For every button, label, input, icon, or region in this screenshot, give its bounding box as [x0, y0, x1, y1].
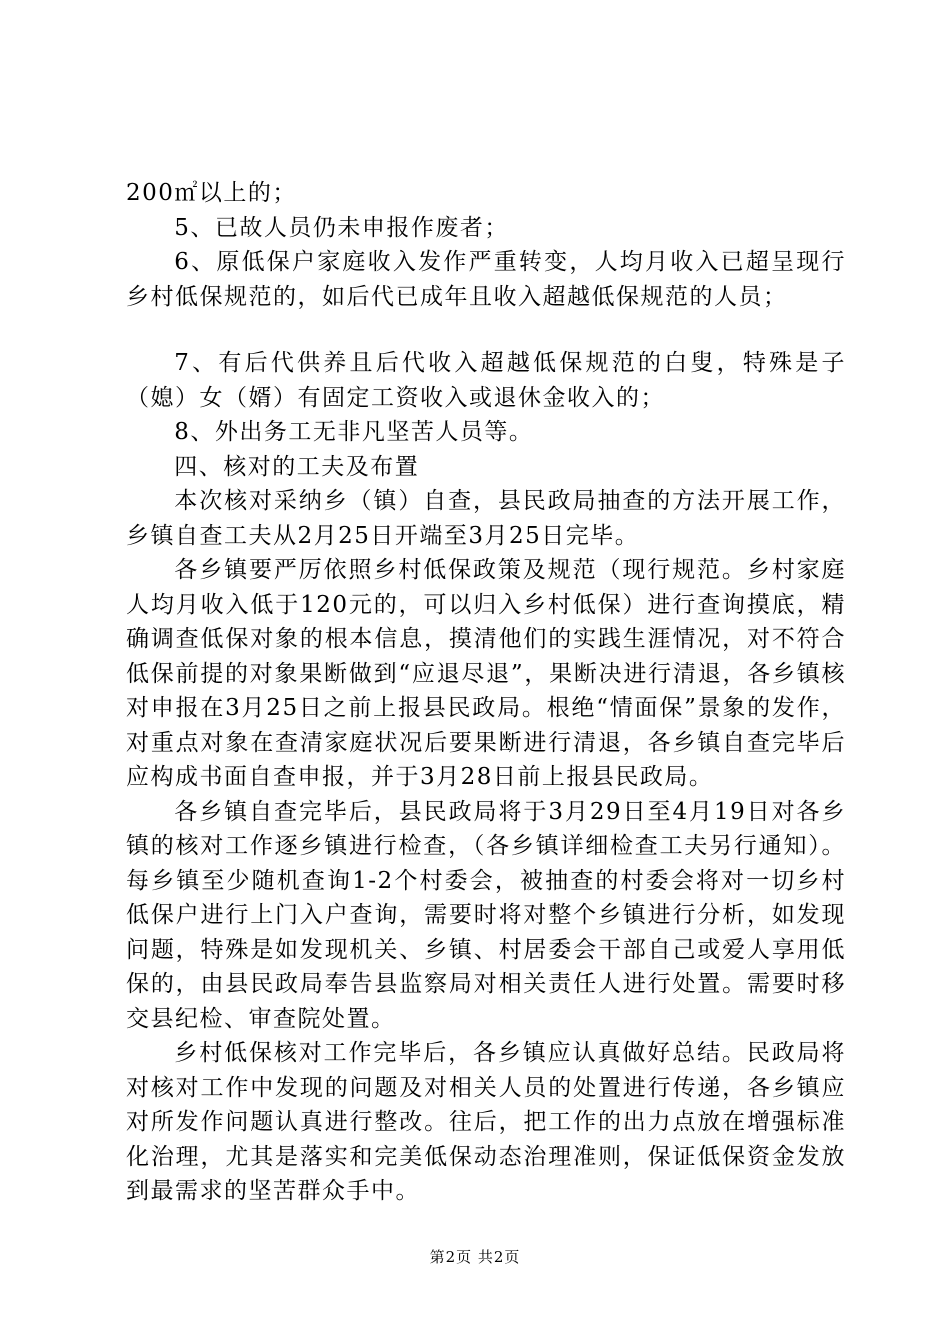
document-body [126, 176, 846, 1209]
list-item-5: 5、已故人员仍未申报作废者； [174, 214, 509, 241]
list-item-7: 7、有后代供养且后代收入超越低保规范的白叟，特殊是子（媳）女（婿）有固定工资收入或退休金收入的； [126, 350, 846, 411]
paragraph-township-requirements: 各乡镇要严厉依照乡村低保政策及规范（现行规范。乡村家庭人均月收入低于120元的，可以归入乡村低保）进行查询摸底，精确调查低保对象的根本信息，摸清他们的实践生涯情况，对不符合低保前提的对象果断做到“应退尽退”，果断决进行清退，各乡镇核对申报在3月25日之前上报县民政局。根绝“情面保”景象的发作，对重点对象在查清家庭状况后要果断进行清退，各乡镇自查完毕后应构成书面自查申报，并于3月28日前上报县民政局。 [126, 557, 846, 790]
paragraph-area-continuation: 200㎡以上的； [126, 180, 297, 206]
list-item-8: 8、外出务工无非凡坚苦人员等。 [174, 419, 534, 445]
paragraph-check-method: 本次核对采纳乡（镇）自查，县民政局抽查的方法开展工作，乡镇自查工夫从2月25日开端至3月25日完毕。 [126, 488, 846, 549]
section-heading-4: 四、核对的工夫及布置 [174, 453, 420, 480]
list-item-6: 6、原低保户家庭收入发作严重转变，人均月收入已超呈现行乡村低保规范的，如后代已成年且收入超越低保规范的人员； [126, 249, 846, 310]
paragraph-bureau-inspection: 各乡镇自查完毕后，县民政局将于3月29日至4月19日对各乡镇的核对工作逐乡镇进行检查，（各乡镇详细检查工夫另行通知）。每乡镇至少随机查询1-2个村委会，被抽查的村委会将对一切乡村低保户进行上门入户查询，需要时将对整个乡镇进行分析，如发现问题，特殊是如发现机关、乡镇、村居委会干部自己或爱人享用低保的，由县民政局奉告县监察局对相关责任人进行处置。需要时移交县纪检、审查院处置。 [126, 798, 846, 1032]
page-number-footer: 第2页 共2页 [429, 1248, 521, 1266]
paragraph-summary: 乡村低保核对工作完毕后，各乡镇应认真做好总结。民政局将对核对工作中发现的问题及对相关人员的处置进行传递，各乡镇应对所发作问题认真进行整改。往后，把工作的出力点放在增强标准化治理，尤其是落实和完美低保动态治理准则，保证低保资金发放到最需求的坚苦群众手中。 [126, 1040, 846, 1204]
